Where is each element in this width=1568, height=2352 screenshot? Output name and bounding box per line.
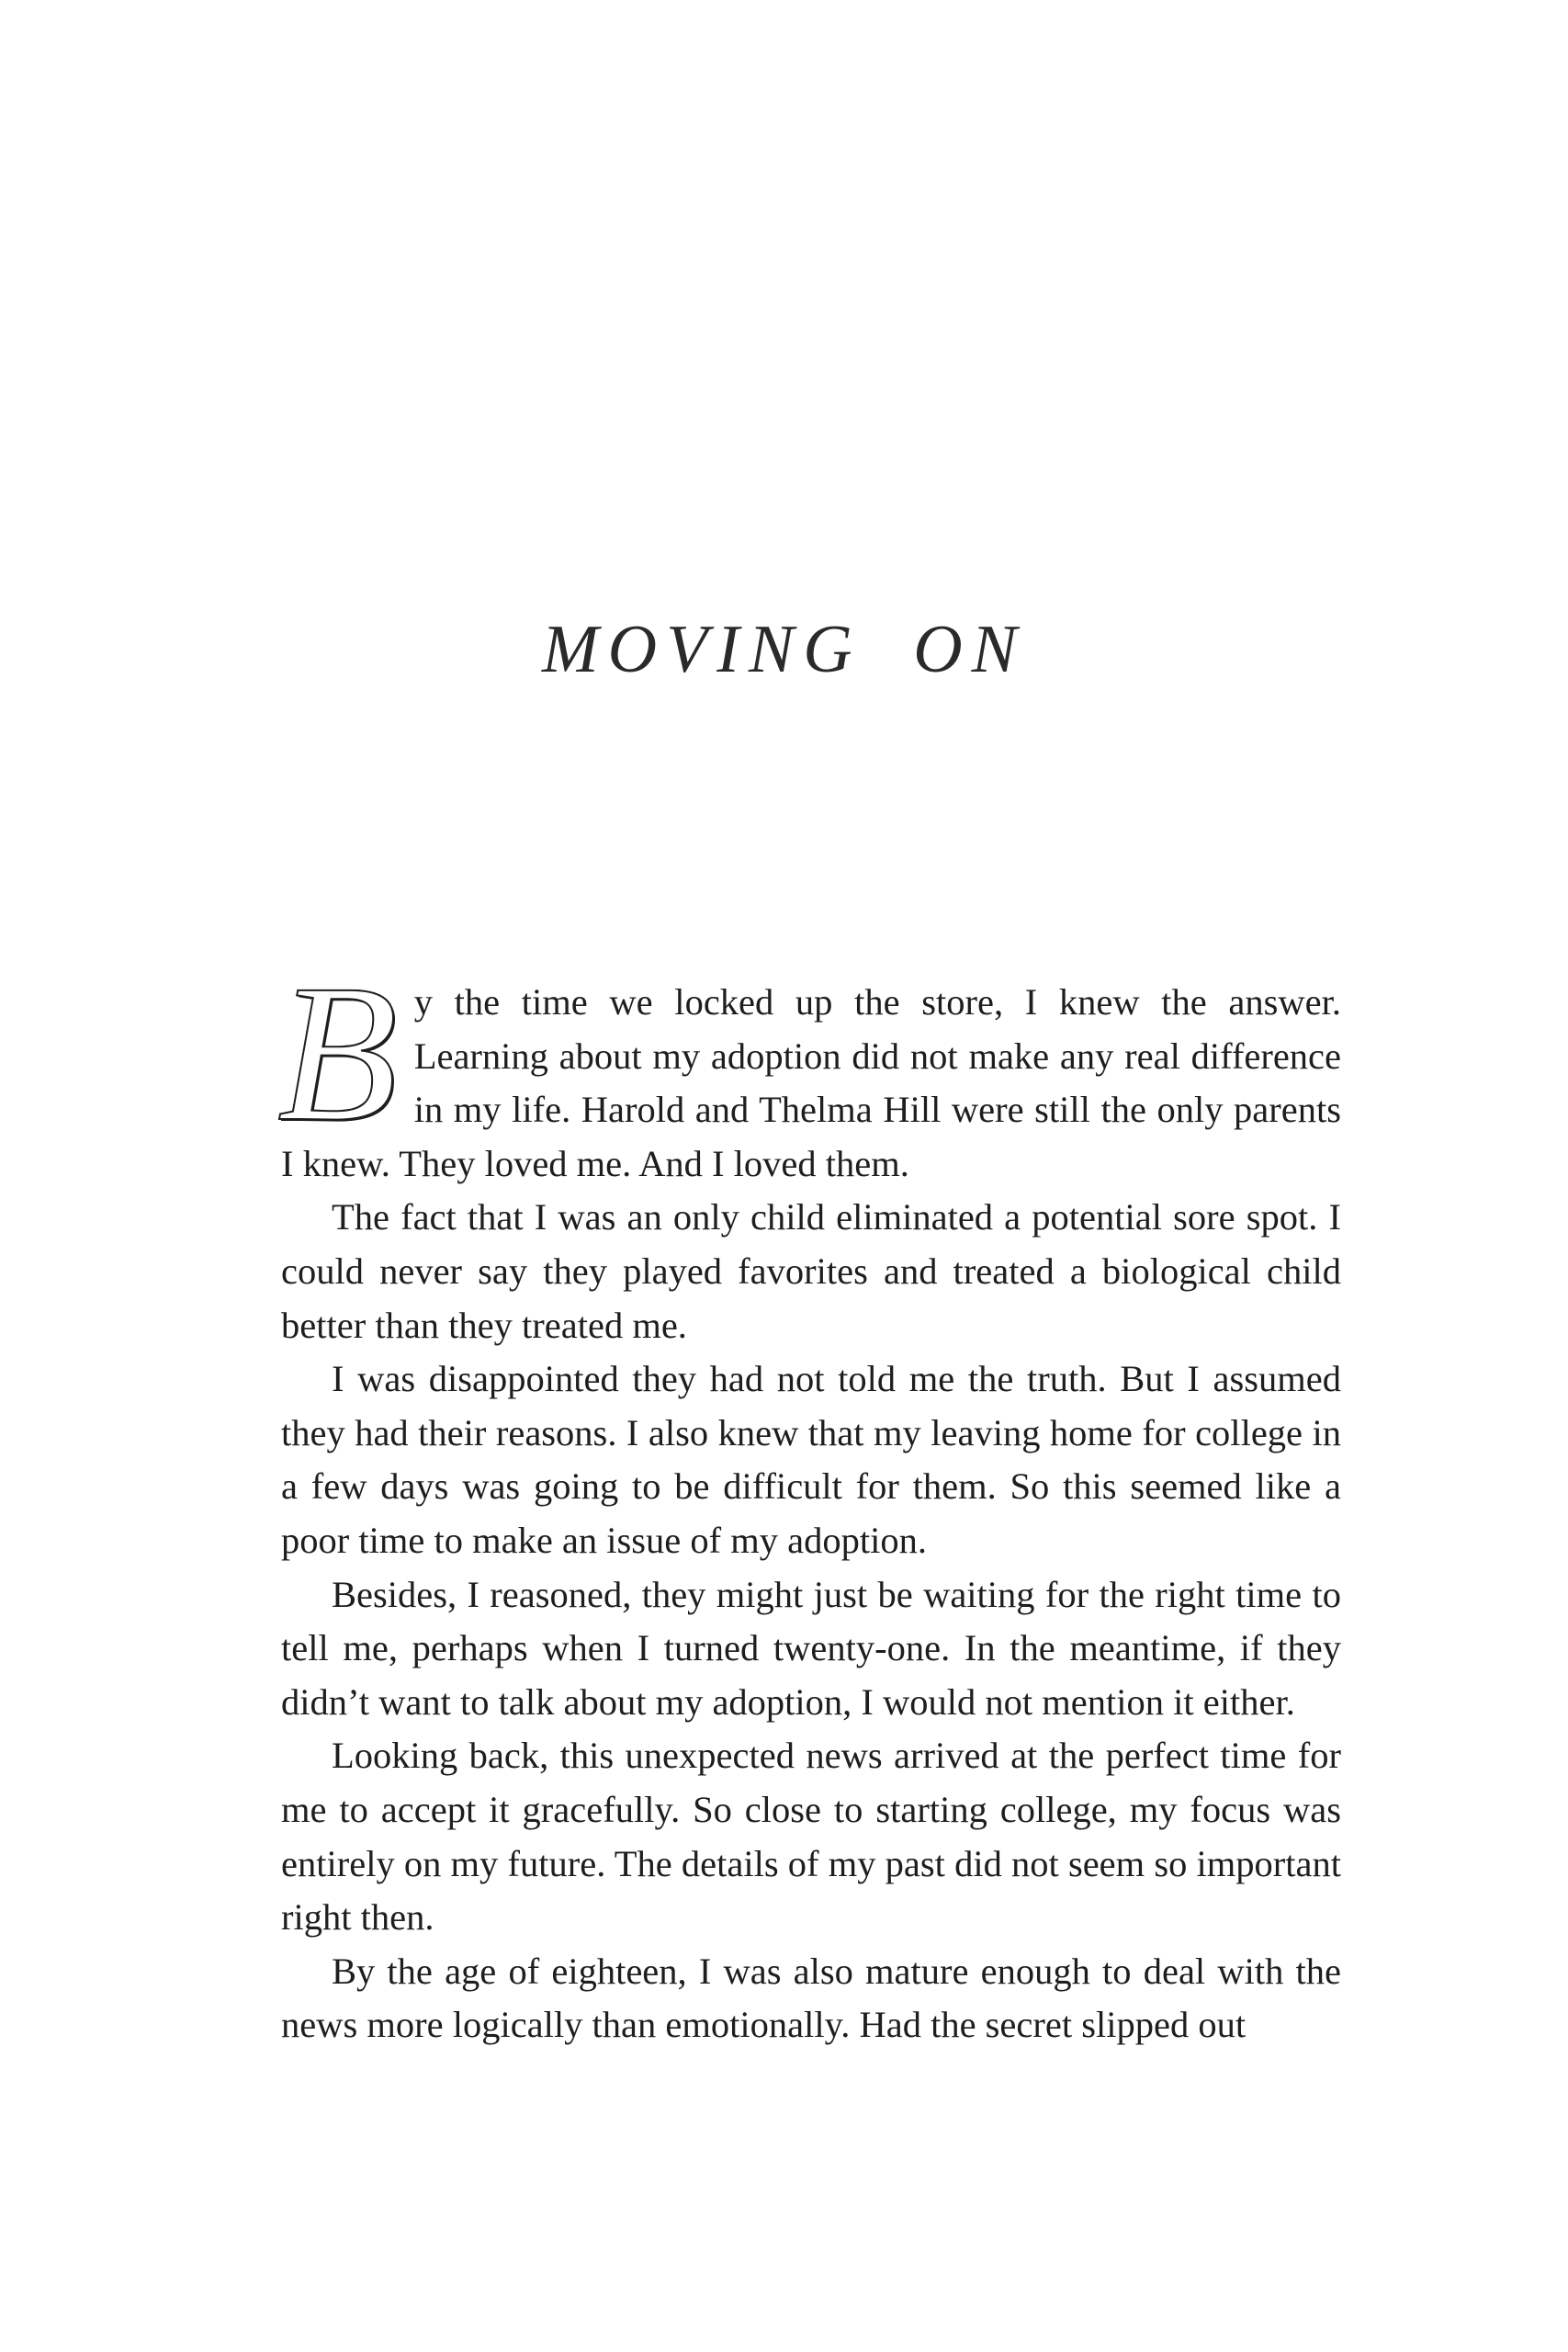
paragraph-1 — [277, 944, 1341, 1191]
paragraph-3: I was disappointed they had not told me the truth. But I assumed they had their reasons. I also knew that my leaving home for college in a few days was going to be difficult for them. So this seemed like a poor time to make an issue of my adoption. — [281, 1358, 1341, 1561]
paragraph-4: Besides, I reasoned, they might just be waiting for the right time to tell me, perhaps when I turned twenty-one. In the meantime, if they didn’t want to talk about my adoption, I would not mention it either. — [281, 1573, 1341, 1723]
drop-cap: B — [277, 944, 398, 1162]
paragraph-6: By the age of eighteen, I was also mature enough to deal with the news more logically than emotionally. Had the secret slipped out — [281, 1950, 1341, 2046]
paragraph-1-text: y the time we locked up the store, I knew the answer. Learning about my adoption did not make any real difference in my life. Harold and Thelma Hill were still the only parents I knew. They loved me. And I loved them. — [281, 981, 1341, 1184]
chapter-body — [277, 944, 1341, 2052]
paragraph-5: Looking back, this unexpected news arrived at the perfect time for me to accept it gracefully. So close to starting college, my focus was entirely on my future. The details of my past did not seem so important right then. — [281, 1735, 1341, 1939]
paragraph-2: The fact that I was an only child eliminated a potential sore spot. I could never say they played favorites and treated a biological child better than they treated me. — [281, 1196, 1341, 1346]
chapter-title: MOVING ON — [541, 612, 1027, 687]
